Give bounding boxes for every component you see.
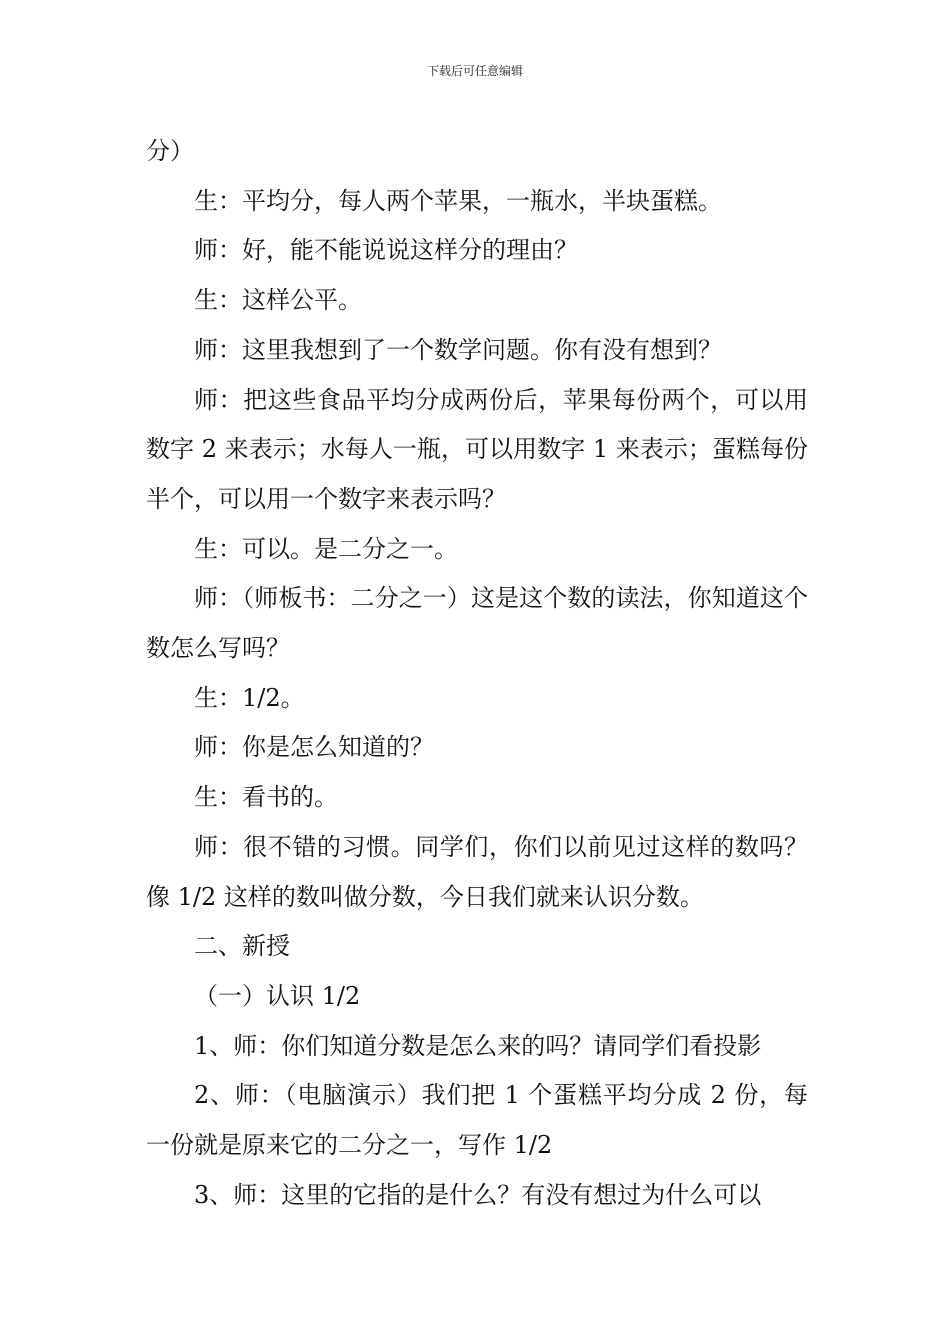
paragraph: 师：（师板书：二分之一）这是这个数的读法，你知道这个数怎么写吗？ <box>146 584 808 663</box>
paragraph: 1、师：你们知道分数是怎么来的吗？请同学们看投影 <box>194 1031 762 1060</box>
paragraph: 生：可以。是二分之一。 <box>194 534 458 563</box>
section-heading: 二、新授 <box>194 932 290 961</box>
paragraph: 师：你是怎么知道的？ <box>194 733 434 762</box>
paragraph: 生：这样公平。 <box>194 286 362 315</box>
paragraph: 师：这里我想到了一个数学问题。你有没有想到？ <box>194 335 722 364</box>
paragraph: 生：平均分，每人两个苹果，一瓶水，半块蛋糕。 <box>194 186 722 215</box>
page-header: 下载后可任意编辑 <box>426 64 523 78</box>
paragraph: 师：好，能不能说说这样分的理由？ <box>194 236 578 265</box>
paragraph: 2、师：（电脑演示）我们把 1 个蛋糕平均分成 2 份，每一份就是原来它的二分之一，写作 1/2 <box>146 1081 808 1160</box>
paragraph: 3、师：这里的它指的是什么？有没有想过为什么可以 <box>194 1180 762 1209</box>
document-body <box>146 127 808 1220</box>
paragraph: 师：把这些食品平均分成两份后，苹果每份两个，可以用数字 2 来表示；水每人一瓶，可以用数字 1 来表示；蛋糕每份半个，可以用一个数字来表示吗？ <box>146 385 808 513</box>
paragraph: 分） <box>146 137 194 165</box>
paragraph: 师：很不错的习惯。同学们，你们以前见过这样的数吗？像 1/2 这样的数叫做分数，今日我们就来认识分数。 <box>146 832 808 911</box>
subsection-heading: （一）认识 1/2 <box>194 981 361 1010</box>
paragraph: 生：1/2。 <box>194 683 305 712</box>
paragraph: 生：看书的。 <box>194 783 338 812</box>
